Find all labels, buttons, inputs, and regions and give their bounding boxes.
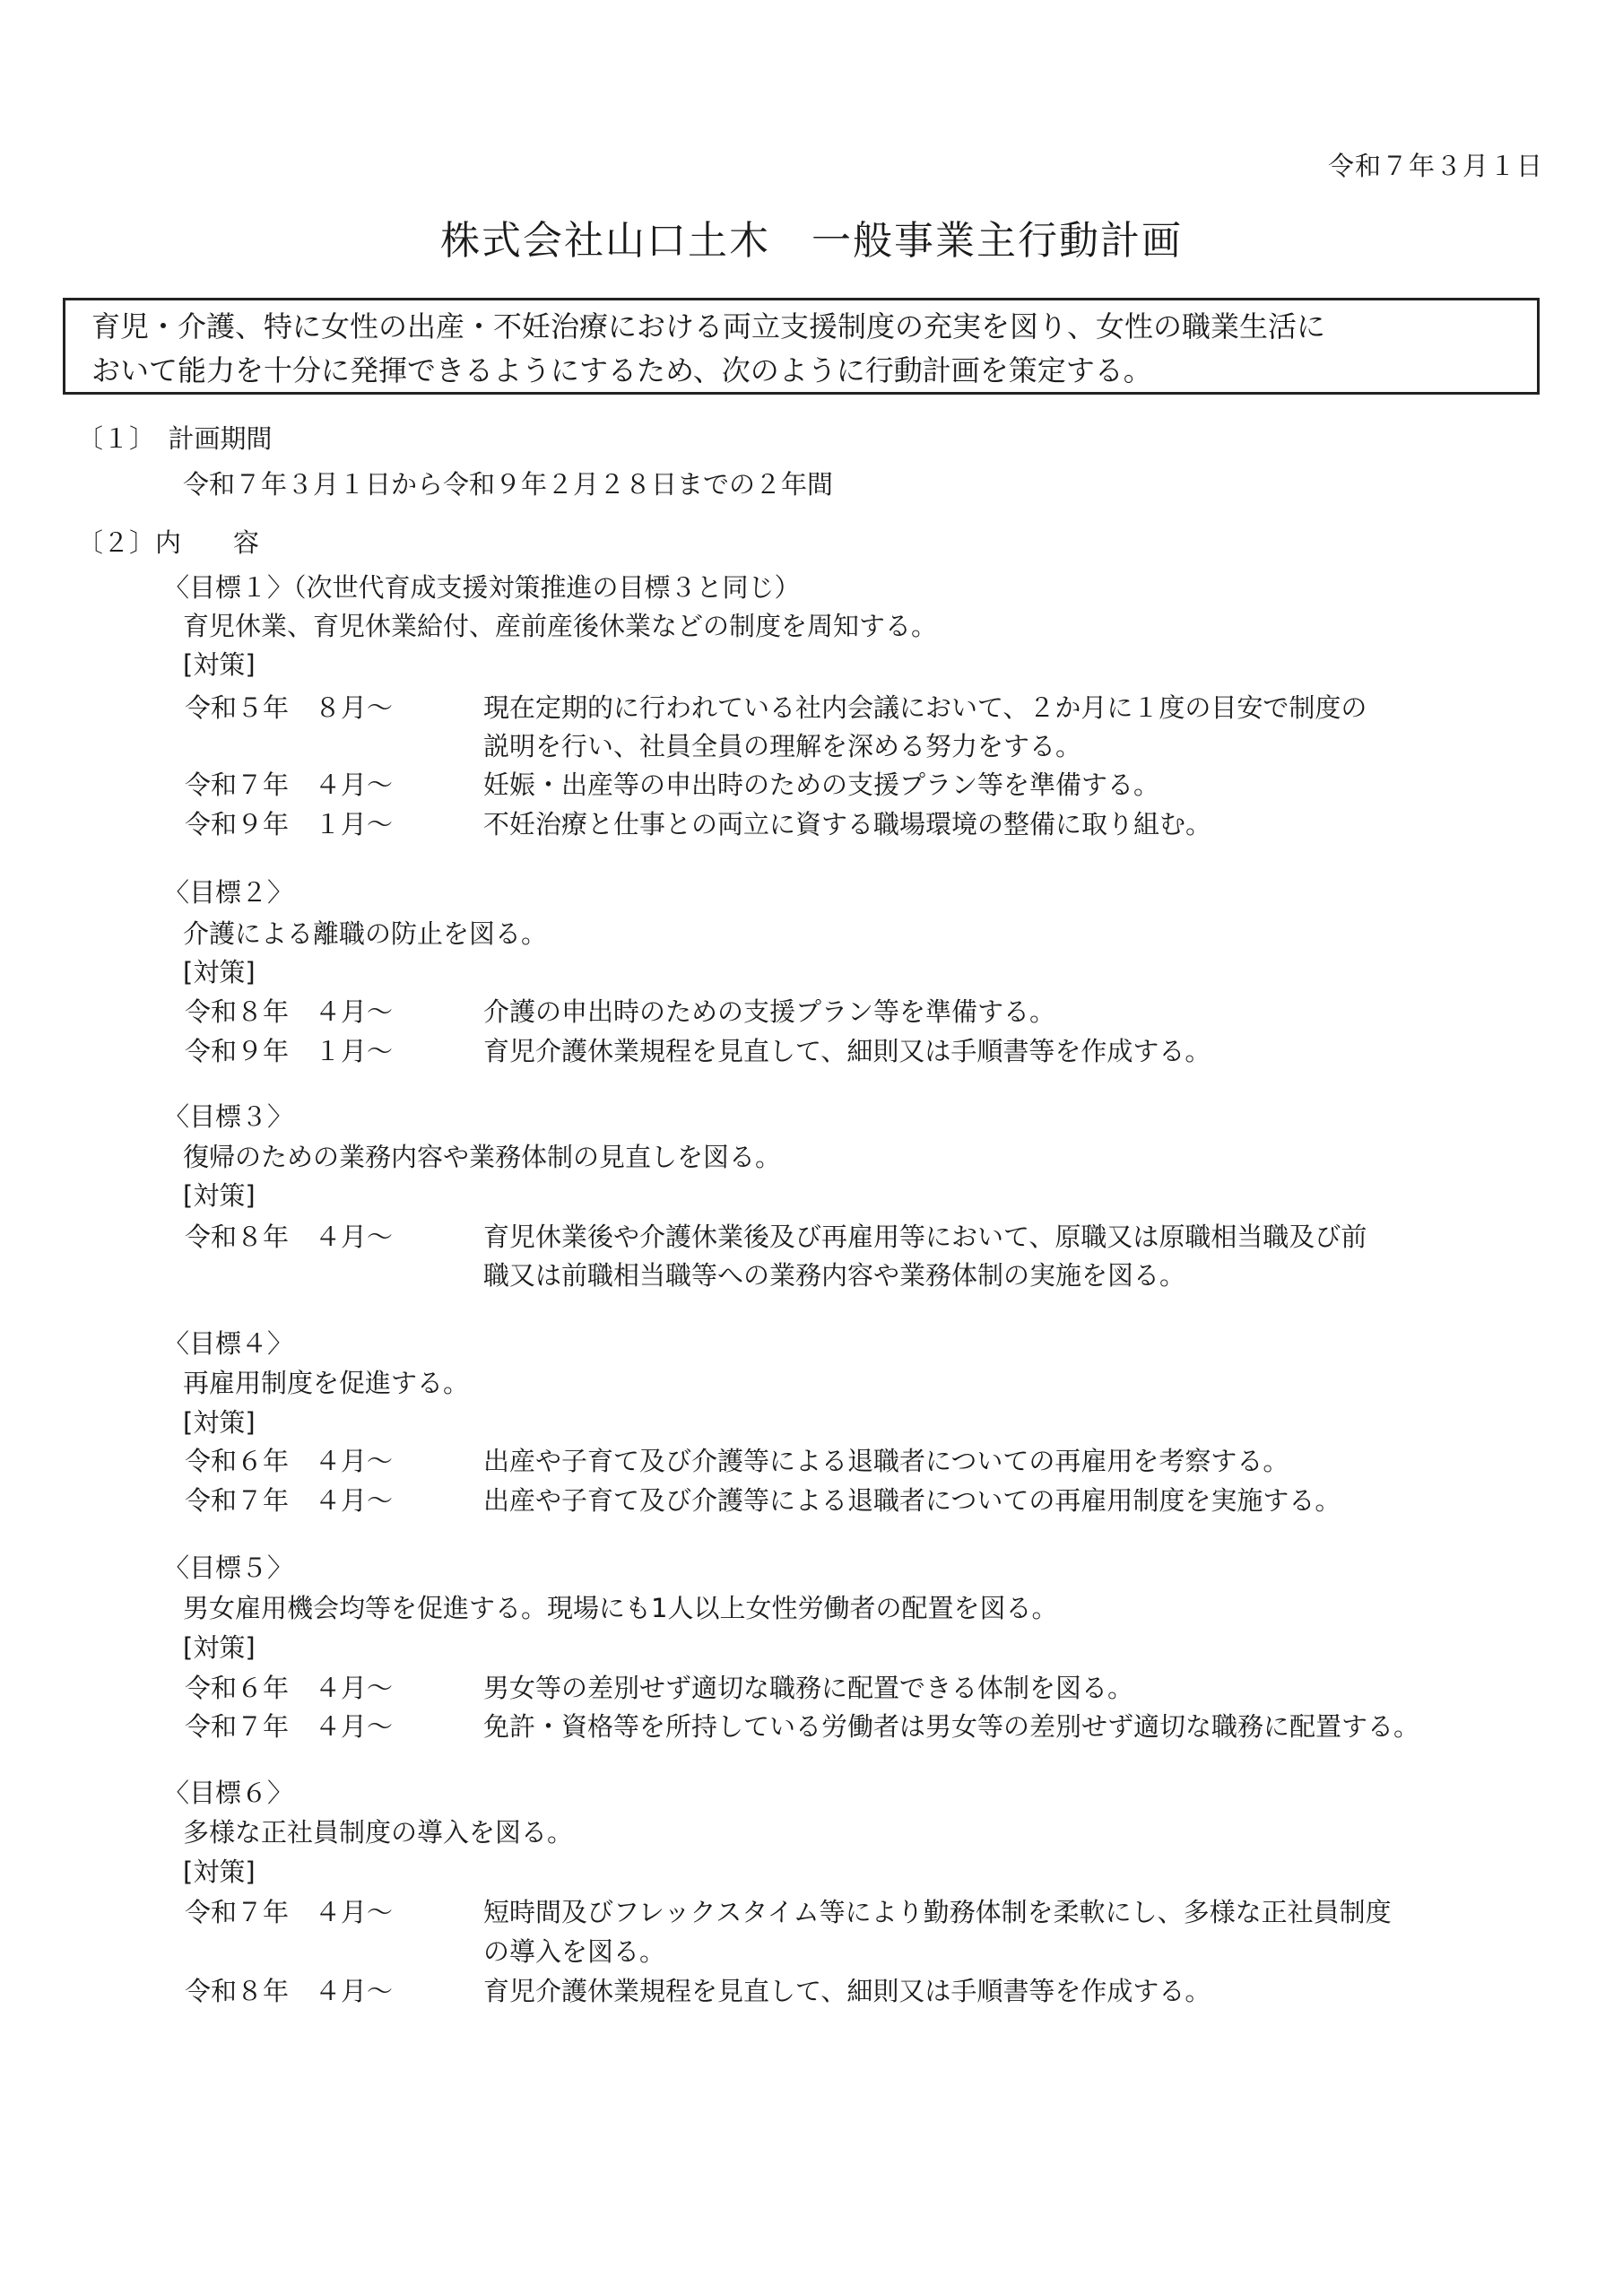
measures-label: [対策]	[183, 957, 256, 987]
goal-heading: 〈目標１〉（次世代育成支援対策推進の目標３と同じ）	[163, 572, 801, 603]
action-date: 令和８年 ４月～	[185, 1222, 394, 1252]
action-text: 免許・資格等を所持している労働者は男女等の差別せず適切な職務に配置する。	[483, 1711, 1420, 1742]
action-text: 男女等の差別せず適切な職務に配置できる体制を図る。	[483, 1673, 1134, 1703]
action-date: 令和５年 ８月～	[185, 692, 394, 723]
goal-heading: 〈目標６〉	[163, 1778, 294, 1808]
contents-heading: 〔２〕内 容	[77, 527, 260, 558]
intro-line: 育児・介護、特に女性の出産・不妊治療における両立支援制度の充実を図り、女性の職業生活に	[91, 309, 1326, 344]
goal-description: 多様な正社員制度の導入を図る。	[183, 1817, 574, 1848]
document-date: 令和７年３月１日	[1327, 151, 1543, 181]
action-date: 令和９年 １月～	[185, 809, 394, 839]
action-date: 令和７年 ４月～	[185, 1485, 394, 1516]
goal-description: 介護による離職の防止を図る。	[183, 918, 548, 949]
measures-label: [対策]	[183, 1857, 256, 1887]
action-text: 短時間及びフレックスタイム等により勤務体制を柔軟にし、多様な正社員制度	[483, 1897, 1392, 1927]
document-title: 株式会社山口土木 一般事業主行動計画	[440, 218, 1183, 264]
action-text: 育児休業後や介護休業後及び再雇用等において、原職又は原職相当職及び前	[483, 1222, 1367, 1252]
action-text: 出産や子育て及び介護等による退職者についての再雇用制度を実施する。	[483, 1485, 1341, 1516]
action-date: 令和７年 ４月～	[185, 770, 394, 800]
goal-description: 育児休業、育児休業給付、産前産後休業などの制度を周知する。	[183, 611, 938, 641]
action-text: 職又は前職相当職等への業務内容や業務体制の実施を図る。	[483, 1260, 1186, 1291]
plan-period-text: 令和７年３月１日から令和９年２月２８日までの２年間	[183, 469, 834, 500]
action-date: 令和６年 ４月～	[185, 1673, 394, 1703]
goal-description: 男女雇用機会均等を促進する。現場にも1人以上女性労働者の配置を図る。	[183, 1593, 1058, 1623]
action-text: 現在定期的に行われている社内会議において、２か月に１度の目安で制度の	[483, 692, 1367, 723]
goal-heading: 〈目標３〉	[163, 1101, 294, 1132]
action-date: 令和８年 ４月～	[185, 1976, 394, 2006]
action-text: 介護の申出時のための支援プラン等を準備する。	[483, 996, 1056, 1027]
goal-description: 復帰のための業務内容や業務体制の見直しを図る。	[183, 1142, 782, 1172]
action-text: 説明を行い、社員全員の理解を深める努力をする。	[483, 731, 1082, 761]
intro-line: おいて能力を十分に発揮できるようにするため、次のように行動計画を策定する。	[91, 353, 1152, 387]
action-date: 令和７年 ４月～	[185, 1711, 394, 1742]
intro-box	[63, 298, 1540, 395]
goal-heading: 〈目標４〉	[163, 1328, 294, 1359]
action-date: 令和９年 １月～	[185, 1036, 394, 1066]
measures-label: [対策]	[183, 649, 256, 680]
action-text: の導入を図る。	[483, 1936, 666, 1967]
goal-heading: 〈目標２〉	[163, 877, 294, 908]
measures-label: [対策]	[183, 1180, 256, 1211]
action-date: 令和８年 ４月～	[185, 996, 394, 1027]
action-text: 不妊治療と仕事との両立に資する職場環境の整備に取り組む。	[483, 809, 1212, 839]
action-text: 育児介護休業規程を見直して、細則又は手順書等を作成する。	[483, 1976, 1211, 2006]
measures-label: [対策]	[183, 1632, 256, 1663]
action-text: 出産や子育て及び介護等による退職者についての再雇用を考察する。	[483, 1446, 1289, 1476]
plan-period-heading: 〔１〕 計画期間	[77, 423, 273, 454]
goal-description: 再雇用制度を促進する。	[183, 1368, 470, 1398]
action-text: 妊娠・出産等の申出時のための支援プラン等を準備する。	[483, 770, 1160, 800]
measures-label: [対策]	[183, 1407, 256, 1438]
action-date: 令和６年 ４月～	[185, 1446, 394, 1476]
action-text: 育児介護休業規程を見直して、細則又は手順書等を作成する。	[483, 1036, 1211, 1066]
goal-heading: 〈目標５〉	[163, 1552, 294, 1583]
action-date: 令和７年 ４月～	[185, 1897, 394, 1927]
